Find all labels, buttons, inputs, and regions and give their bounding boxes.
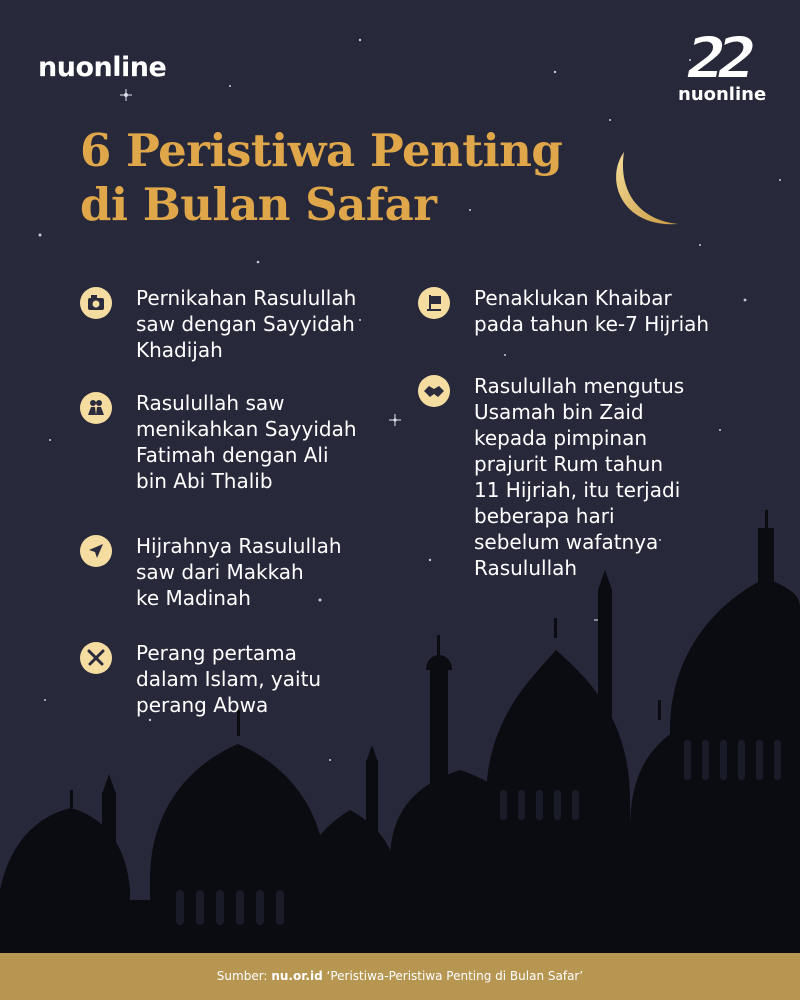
crescent-moon-icon — [602, 150, 692, 235]
footer-site: nu.or.id — [271, 969, 323, 983]
handshake-icon — [418, 375, 450, 407]
footer-source: ‘Peristiwa-Peristiwa Penting di Bulan Safar’ — [326, 969, 584, 983]
camera-icon — [80, 287, 112, 319]
crossed-swords-icon — [80, 642, 112, 674]
item-text: Hijrahnya Rasulullah saw dari Makkah ke Madinah — [136, 534, 342, 610]
wedding-icon — [80, 392, 112, 424]
page-title — [80, 124, 562, 232]
item-text: Rasulullah saw menikahkan Sayyidah Fatimah dengan Ali bin Abi Thalib — [136, 391, 357, 493]
anniversary-logo-text: nuonline — [678, 84, 767, 105]
item-text: Perang pertama dalam Islam, yaitu perang Abwa — [136, 641, 322, 717]
navigation-arrow-icon — [80, 535, 112, 567]
source-footer — [0, 953, 800, 1000]
item-text: Rasulullah mengutus Usamah bin Zaid kepada pimpinan prajurit Rum tahun 11 Hijriah, itu terjadi beberapa hari sebelum wafatnya Rasulullah — [474, 374, 685, 580]
item-text: Pernikahan Rasulullah saw dengan Sayyidah Khadijah — [136, 286, 357, 362]
title-line-1: 6 Peristiwa Penting — [80, 124, 563, 177]
anniversary-number: 22 — [686, 24, 747, 92]
footer-label: Sumber: — [216, 969, 268, 983]
nuonline-logo: nuonline — [38, 52, 167, 83]
item-text: Penaklukan Khaibar pada tahun ke-7 Hijriah — [474, 286, 710, 336]
flag-icon — [418, 287, 450, 319]
title-line-2: di Bulan Safar — [80, 178, 437, 231]
anniversary-logo — [668, 24, 768, 112]
